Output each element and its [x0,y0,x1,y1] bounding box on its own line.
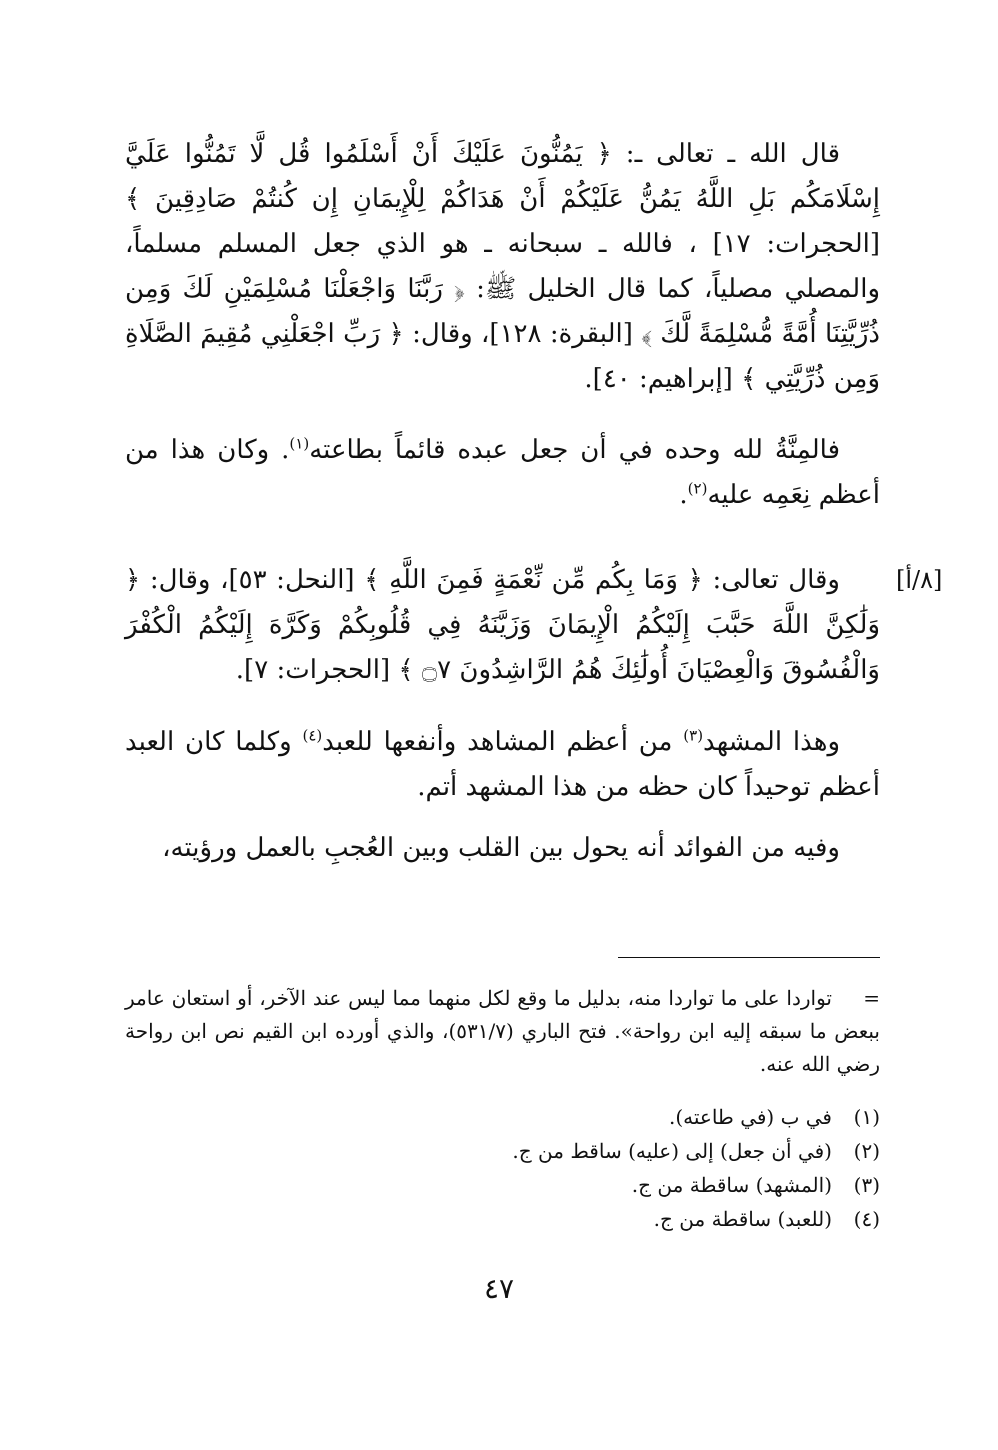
footnote-number: (١) [853,1105,880,1129]
footnote-ref-1: (١) [289,434,310,453]
paragraph-4-text-c: وكلما كان العبد أعظم توحيداً كان حظه من هذا المشهد أتم. [125,727,880,802]
footnote-number: (٢) [853,1139,880,1163]
footnote-separator [618,957,880,958]
footnote-continuation-mark: = [863,986,880,1010]
footnote-item [125,1168,880,1202]
footnote-text: في ب (في طاعته). [668,1105,832,1129]
footnote-continuation [125,982,880,1081]
footnote-text: (للعبد) ساقطة من ج. [653,1207,832,1231]
footnote-text: (في أن جعل) إلى (عليه) ساقط من ج. [512,1139,832,1163]
paragraph-3 [125,558,880,693]
paragraph-5-text: وفيه من الفوائد أنه يحول بين القلب وبين العُجبِ بالعمل ورؤيته، [162,833,840,863]
paragraph-1-text: قال الله ـ تعالى ـ: ﴿ يَمُنُّونَ عَلَيْكَ أَنْ أَسْلَمُوا قُل لَّا تَمُنُّوا عَلَيَّ إِسْلَامَكُم بَلِ اللَّهُ يَمُنُّ عَلَيْكُمْ أَنْ هَدَاكُمْ لِلْإِيمَانِ إِن كُنتُمْ صَادِقِينَ ﴾ [الحجرات: ١٧] ، فالله ـ سبحانه ـ هو الذي جعل المسلم مسلماً، والمصلي مصلياً، كما قال الخليل ﷺ: ﴿ رَبَّنَا وَاجْعَلْنَا مُسْلِمَيْنِ لَكَ وَمِن ذُرِّيَّتِنَا أُمَّةً مُّسْلِمَةً لَّكَ ﴾ [البقرة: ١٢٨]، وقال: ﴿ رَبِّ اجْعَلْنِي مُقِيمَ الصَّلَاةِ وَمِن ذُرِّيَّتِي ﴾ [إبراهيم: ٤٠]. [125,139,880,394]
footnote-item [125,1100,880,1134]
paragraph-4-text-a: وهذا المشهد [703,727,840,757]
footnote-continuation-text: تواردا على ما تواردا منه، بدليل ما وقع لكل منهما مما ليس عند الآخر، أو استعان عامر ببعض ما سبقه إليه ابن رواحة». فتح الباري (٥٣١/٧)، والذي أورده ابن القيم نص ابن رواحة رضي الله عنه. [125,986,880,1076]
footnote-text: (المشهد) ساقطة من ج. [631,1173,832,1197]
footnote-ref-4: (٤) [302,726,323,745]
paragraph-1 [125,132,880,402]
paragraph-2 [125,428,880,518]
page-number: ٤٧ [483,1272,515,1305]
paragraph-3-text: وقال تعالى: ﴿ وَمَا بِكُم مِّن نِّعْمَةٍ فَمِنَ اللَّهِ ﴾ [النحل: ٥٣]، وقال: ﴿ وَلَٰكِنَّ اللَّهَ حَبَّبَ إِلَيْكُمُ الْإِيمَانَ وَزَيَّنَهُ فِي قُلُوبِكُمْ وَكَرَّهَ إِلَيْكُمُ الْكُفْرَ وَالْفُسُوقَ وَالْعِصْيَانَ أُولَٰئِكَ هُمُ الرَّاشِدُونَ ۝٧ ﴾ [الحجرات: ٧]. [125,565,880,685]
footnote-list [125,1100,880,1236]
paragraph-2-text-c: . [679,480,688,510]
paragraph-5 [125,826,880,871]
footnote-number: (٤) [853,1207,880,1231]
footnote-item [125,1134,880,1168]
footnote-ref-3: (٣) [683,726,704,745]
footnote-ref-2: (٢) [687,479,708,498]
paragraph-2-text-a: فالمِنَّةُ لله وحده في أن جعل عبده قائماً بطاعته [309,435,841,465]
paragraph-4 [125,720,880,810]
manuscript-folio-marker: [٨/أ] [896,566,943,594]
paragraph-4-text-b: من أعظم المشاهد وأنفعها للعبد [322,727,684,757]
footnote-number: (٣) [853,1173,880,1197]
footnote-item [125,1202,880,1236]
paragraph-2-text-b: . وكان هذا من أعظم نِعَمِه عليه [125,435,880,510]
